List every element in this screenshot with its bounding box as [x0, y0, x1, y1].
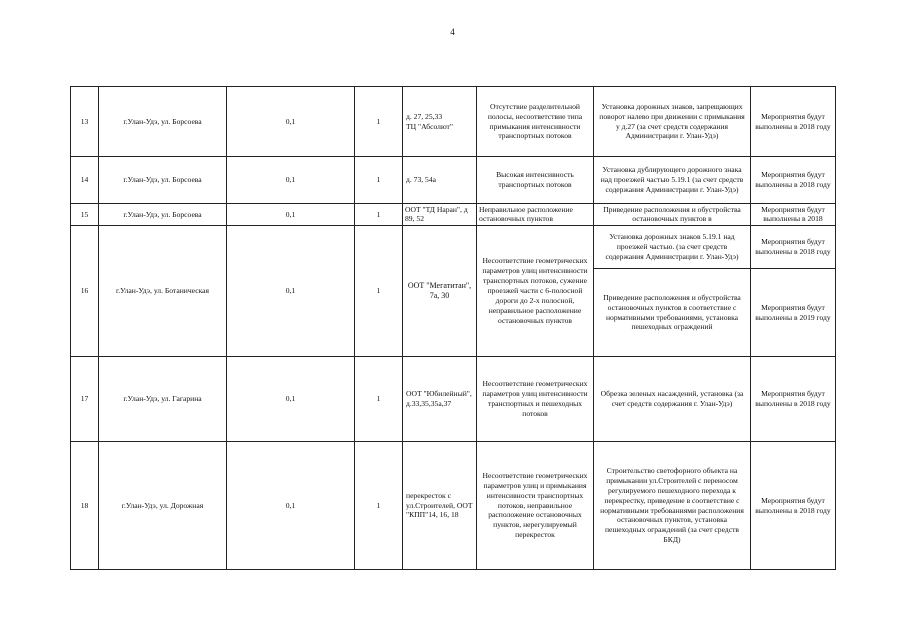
address-cell: ООТ "Мегатитан", 7а, 30 [403, 226, 477, 357]
row-number: 13 [71, 87, 99, 157]
road-safety-table [70, 86, 836, 570]
table-row [71, 442, 836, 570]
table-row [71, 157, 836, 204]
measures-cell: Приведение расположения и обустройства остановочных пунктов в [603, 204, 741, 224]
term-cell: Мероприятия будут выполнены в 2019 году [751, 269, 836, 357]
location-cell: г.Улан-Удэ, ул. Борсоева [99, 87, 227, 157]
term-cell: Мероприятия будут выполнены в 2018 году [751, 357, 836, 442]
table-row [71, 87, 836, 157]
row-number: 16 [71, 226, 99, 357]
location-cell: г.Улан-Удэ, ул. Дорожная [99, 442, 227, 570]
table-row [71, 204, 836, 226]
row-number: 18 [71, 442, 99, 570]
location-cell: г.Улан-Удэ, ул. Борсоева [99, 204, 227, 226]
value-cell: 0,1 [227, 157, 355, 204]
measures-cell: Обрезка зеленых насаждений, установка (за счет средств содержания г. Улан-Удэ) [594, 357, 751, 442]
row-number: 17 [71, 357, 99, 442]
location-cell: г.Улан-Удэ, ул. Борсоева [99, 157, 227, 204]
reason-cell: Отсутствие разделительной полосы, несоответствие типа примыкания интенсивности транспортных потоков [477, 87, 594, 157]
term-cell: Мероприятия будут выполнены в 2018 году [751, 226, 836, 269]
count-cell: 1 [355, 226, 403, 357]
reason-cell: Несоответствие геометрических параметров улиц интенсивности транспортных потоков, сужение проезжей части с 6-полосной дороги до 2-х полосной, неправильное расположение остановочных пунктов [477, 226, 594, 357]
address-cell: перекресток с ул.Строителей, ООТ "КПП"14, 16, 18 [403, 442, 477, 570]
measures-cell: Приведение расположения и обустройства остановочных пунктов в соответствие с нормативными требованиями, установка пешеходных ограждений [594, 269, 751, 357]
value-cell: 0,1 [227, 357, 355, 442]
table-row [71, 357, 836, 442]
term-cell: Мероприятия будут выполнены в 2018 году [751, 442, 836, 570]
address-cell: ООТ "Юбилейный", д.33,35,35а,37 [403, 357, 477, 442]
reason-cell: Неправильное расположение остановочных пунктов [479, 204, 573, 224]
page-number: 4 [450, 27, 455, 37]
term-cell: Мероприятия будут выполнены в 2018 году [751, 157, 836, 204]
address-cell: д. 27, 25,33 ТЦ "Абсолют" [403, 87, 477, 157]
measures-cell: Установка дорожных знаков 5.19.1 над проезжей частью. (за счет средств содержания Администрации г. Улан-Удэ) [594, 226, 751, 269]
value-cell: 0,1 [227, 87, 355, 157]
table-row [71, 226, 836, 269]
count-cell: 1 [355, 204, 403, 226]
row-number: 15 [71, 204, 99, 226]
row-number: 14 [71, 157, 99, 204]
value-cell: 0,1 [227, 442, 355, 570]
address-cell: д. 73, 54а [403, 157, 477, 204]
address-cell: ООТ "ТД Наран", д 89, 52 [405, 204, 468, 224]
location-cell: г.Улан-Удэ, ул. Ботаническая [99, 226, 227, 357]
reason-cell: Несоответствие геометрических параметров улиц интенсивности транспортных и пешеходных потоков [477, 357, 594, 442]
reason-cell: Высокая интенсивность транспортных потоков [477, 157, 594, 204]
value-cell: 0,1 [227, 204, 355, 226]
count-cell: 1 [355, 87, 403, 157]
location-cell: г.Улан-Удэ, ул. Гагарина [99, 357, 227, 442]
term-cell: Мероприятия будут выполнены в 2018 [761, 204, 825, 224]
value-cell: 0,1 [227, 226, 355, 357]
count-cell: 1 [355, 357, 403, 442]
reason-cell: Несоответствие геометрических параметров улиц и примыкания интенсивности транспортных потоков, неправильное расположение остановочных пунктов, нерегулируемый перекресток [477, 442, 594, 570]
measures-cell: Установка дублирующего дорожного знака над проезжей частью 5.19.1 (за счет средств содержания Администрации г. Улан-Удэ) [594, 157, 751, 204]
measures-cell: Строительство светофорного объекта на примыкании ул.Строителей с переносом регулируемого пешеходного перехода к перекрестку, приведение в соответствие с нормативными требованиями расположения остановочных пунктов, установка пешеходных ограждений (за счет средств БКД) [594, 442, 751, 570]
term-cell: Мероприятия будут выполнены в 2018 году [751, 87, 836, 157]
count-cell: 1 [355, 442, 403, 570]
measures-cell: Установка дорожных знаков, запрещающих поворот налево при движении с примыкания у д.27 (за счет средств содержания Администрации г. Улан-Удэ) [594, 87, 751, 157]
count-cell: 1 [355, 157, 403, 204]
